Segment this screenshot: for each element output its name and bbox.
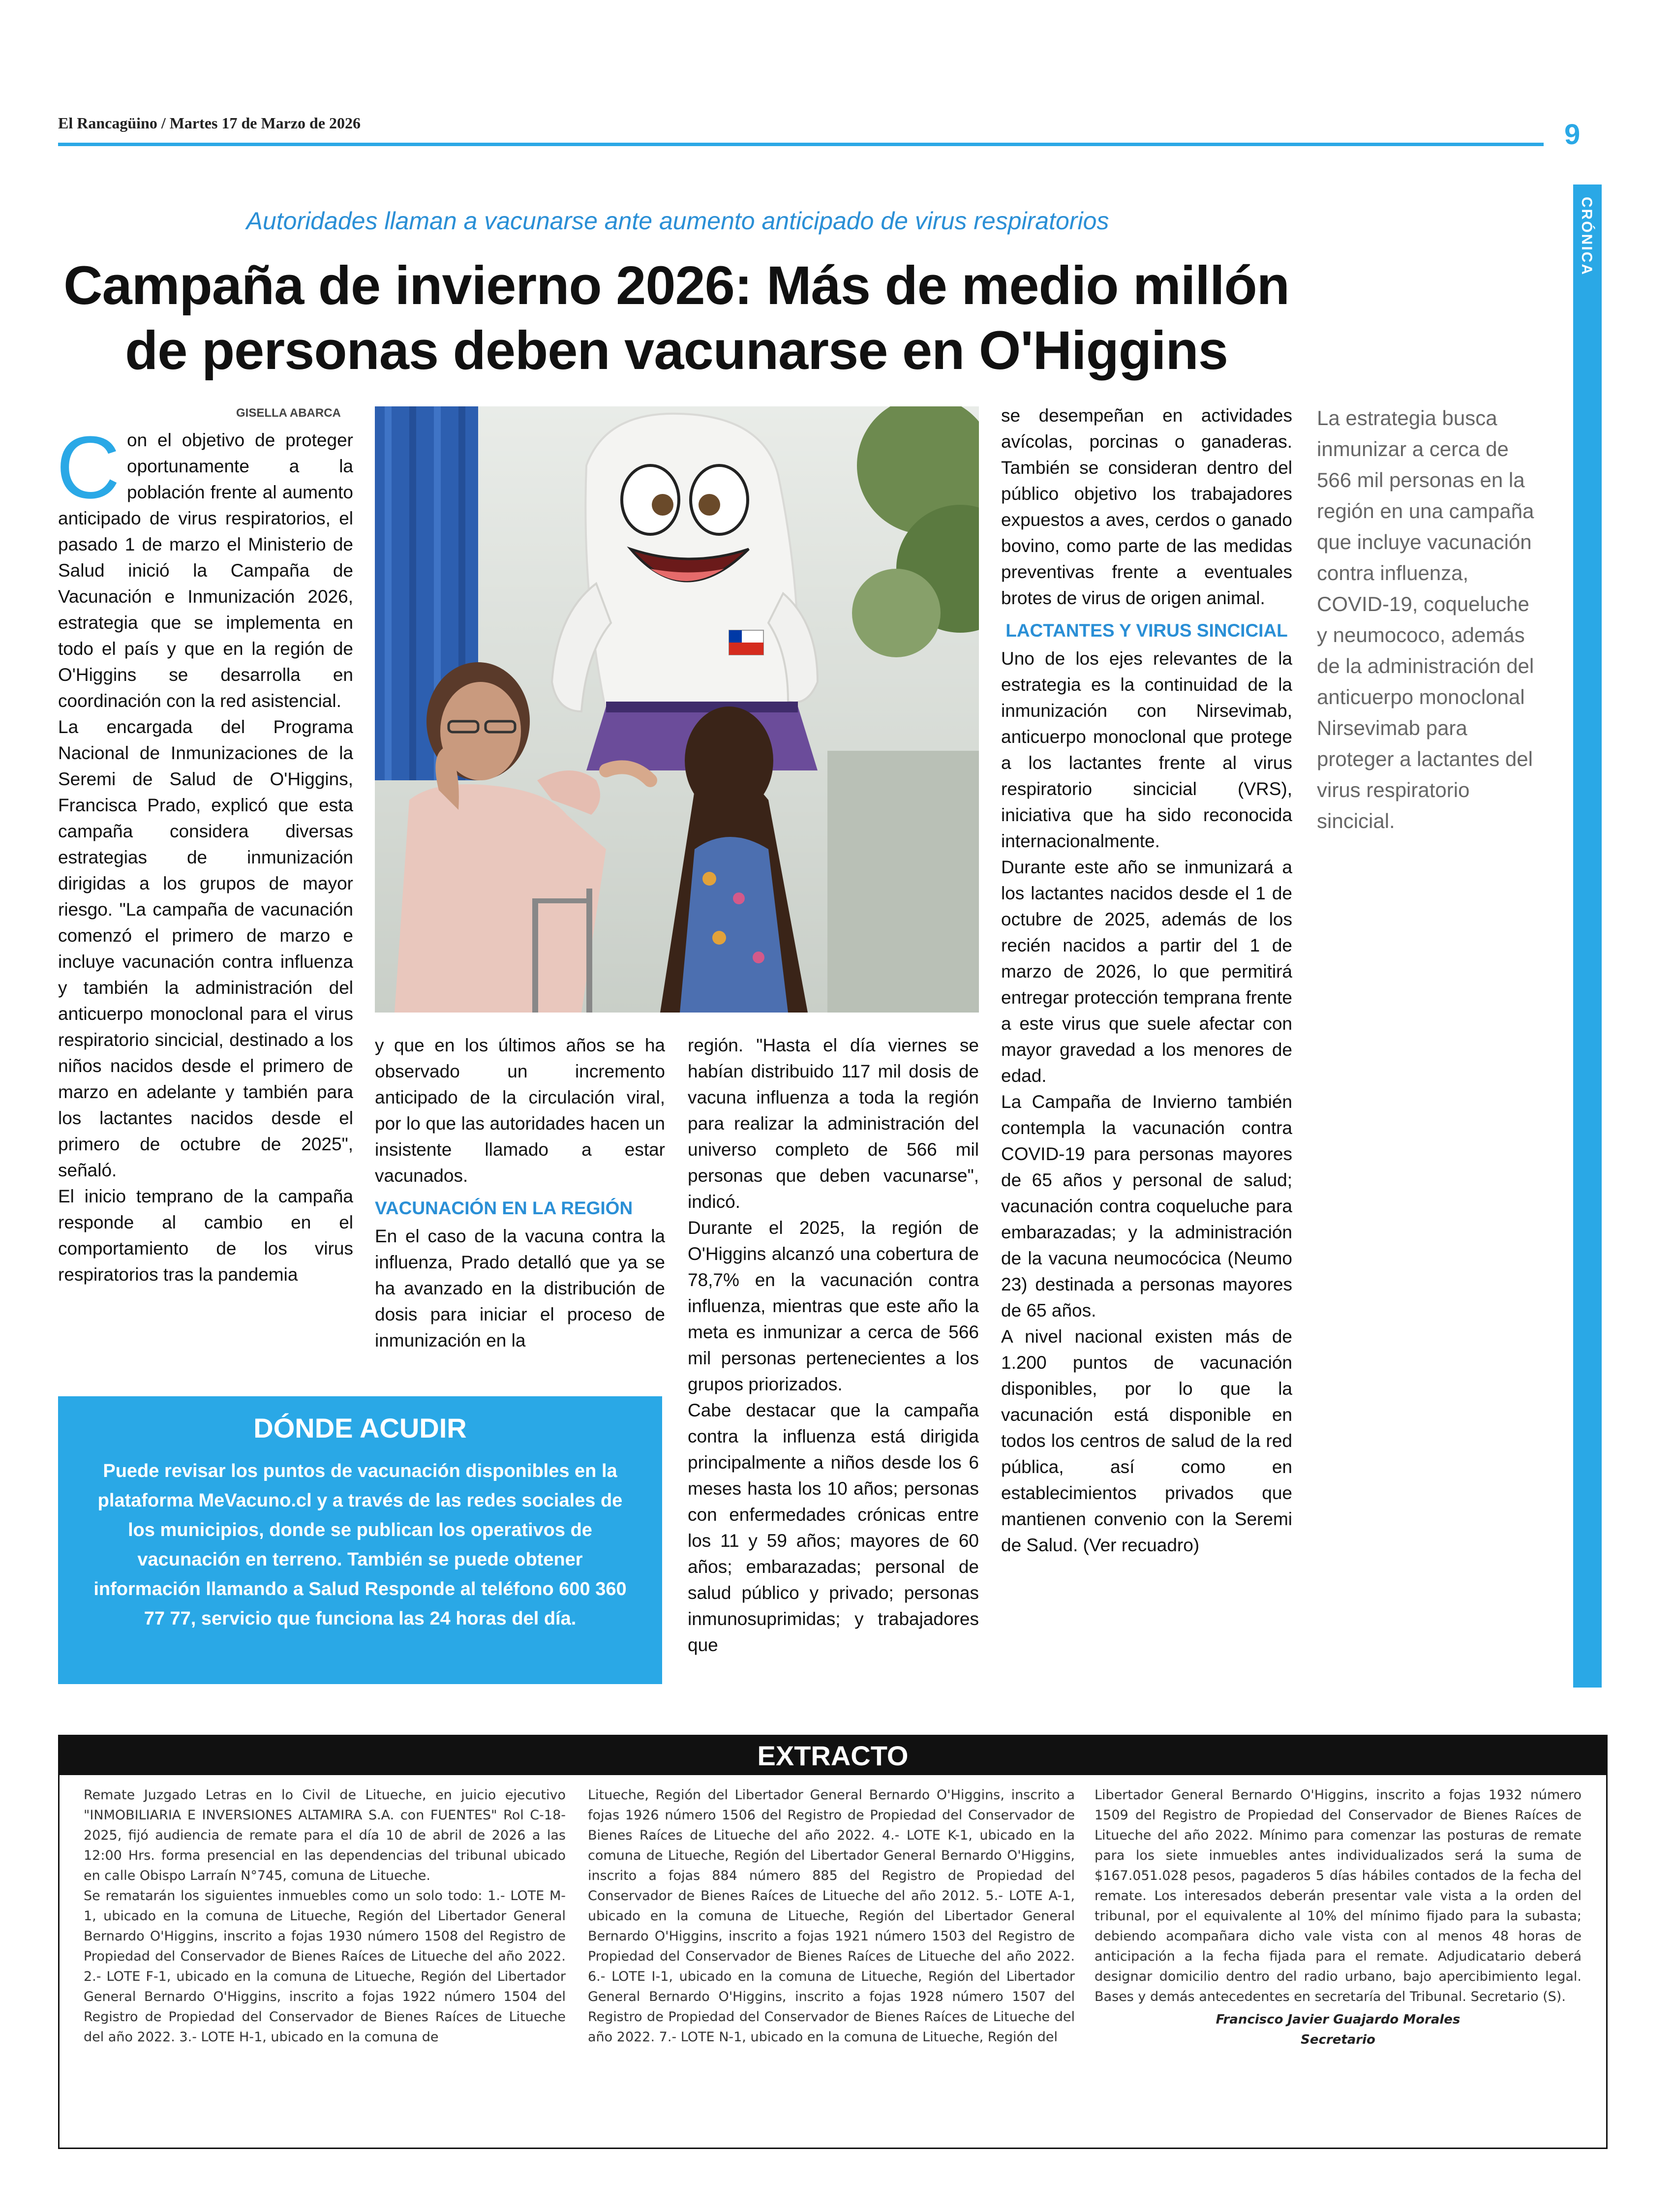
pull-quote: La estrategia busca inmunizar a cerca de 566 mil personas en la región en una campaña que incluye vacunación contra influenza, COVID-19, coqueluche y neumococo, además de la administración del anticuerpo monoclonal Nirsevimab para proteger a lactantes del virus respiratorio sincicial. bbox=[1317, 406, 1534, 832]
info-box-text: Puede revisar los puntos de vacunación disponibles en la plataforma MeVacuno.cl y a través de las redes sociales de los municipios, donde se publican los operativos de vacunación en terreno. También se puede obtener información llamando a Salud Responde al teléfono 600 360 77 77, servicio que funciona las 24 horas del día. bbox=[93, 1461, 627, 1629]
extracto-column-3 bbox=[1095, 1785, 1582, 2050]
section-sidebar bbox=[1573, 184, 1602, 1688]
paragraph: Litueche, Región del Libertador General Bernardo O'Higgins, inscrito a fojas 1926 número 1506 del Registro de Propiedad del Conservador de Bienes Raíces de Litueche del año 2022. 4.- LOTE K-1, ubicado en la comuna de Litueche, Región del Libertador General Bernardo O'Higgins, inscrito a fojas 884 número 885 del Registro de Propiedad del Conservador de Bienes Raíces de Litueche del año 2012. 5.- LOTE A-1, ubicado en la comuna de Litueche, Región del Libertador General Bernardo O'Higgins, inscrito a fojas 1921 número 1503 del Registro de Propiedad del Conservador de Bienes Raíces de Litueche del año 2022. 6.- LOTE I-1, ubicado en la comuna de Litueche, Región del Libertador General Bernardo O'Higgins, inscrito a fojas 1928 número 1507 del Registro de Propiedad del Conservador de Bienes Raíces de Litueche del año 2022. 7.- LOTE N-1, ubicado en la comuna de Litueche, Región del bbox=[588, 1787, 1075, 2045]
dropcap: C bbox=[56, 418, 120, 517]
signature-name: Francisco Javier Guajardo Morales bbox=[1216, 2012, 1461, 2027]
paragraph: región. "Hasta el día viernes se habían distribuido 117 mil dosis de vacuna influenza a toda la región para realizar la administración del universo completo de 566 mil personas que deben vacunarse", indicó. bbox=[688, 1035, 979, 1212]
paragraph: El inicio temprano de la campaña responde al cambio en el comportamiento de los virus respiratorios tras la pandemia bbox=[58, 1186, 353, 1285]
paragraph: La Campaña de Invierno también contempla la vacunación contra COVID-19 para personas mayores de 65 años y personal de salud; vacunación contra coqueluche para embarazadas; y la administración de la vacuna neumocócica (Neumo 23) destinada a personas mayores de 65 años. bbox=[1001, 1092, 1292, 1321]
paragraph: Libertador General Bernardo O'Higgins, inscrito a fojas 1932 número 1509 del Registro de Propiedad del Conservador de Bienes Raíces de Litueche del año 2022. Mínimo para comenzar las posturas de remate para los siete inmuebles antes individualizados será la suma de $167.051.028 pesos, pagaderos 5 días hábiles contados de la fecha del remate. Los interesados deberán presentar vale vista a la orden del tribunal, por el equivalente al 10% del mínimo fijado para la subasta; debiendo acompañara dicho vale vista con al menos 48 horas de anticipación a la fecha fijada para el remate. Adjudicatario deberá designar domicilio dentro del radio urbano, bajo apercibimiento legal. Bases y demás antecedentes en secretaría del Tribunal. Secretario (S). bbox=[1095, 1787, 1582, 2004]
paragraph: on el objetivo de proteger oportunamente a la población frente al aumento anticipado de virus respiratorios, el pasado 1 de marzo el Ministerio de Salud inició la Campaña de Vacunación e Inmunización 2026, estrategia que se implementa en todo el país y que en la región de O'Higgins se desarrolla en coordinación con la red asistencial. bbox=[58, 430, 353, 711]
paragraph: Durante el 2025, la región de O'Higgins alcanzó una cobertura de 78,7% en la vacunación contra influenza, mientras que este año la meta es inmunizar a cerca de 566 mil personas pertenecientes a los grupos priorizados. bbox=[688, 1218, 979, 1394]
paragraph: Durante este año se inmunizará a los lactantes nacidos desde el 1 de octubre de 2025, además de los recién nacidos a partir del 1 de marzo de 2026, lo que permitirá entregar protección temprana frente a este virus que suele afectar con mayor gravedad a los menores de edad. bbox=[1001, 857, 1292, 1086]
paragraph: A nivel nacional existen más de 1.200 puntos de vacunación disponibles, por lo que la vacunación está disponible en todos los centros de salud de la red pública, así como en establecimientos privados que mantienen convenio con la Seremi de Salud. (Ver recuadro) bbox=[1001, 1326, 1292, 1555]
signature-title: Secretario bbox=[1301, 2032, 1375, 2047]
paragraph: Cabe destacar que la campaña contra la influenza está dirigida principalmente a niños desde los 6 meses hasta los 10 años; personas con enfermedades crónicas entre los 11 y 59 años; mayores de 60 años; embarazadas; personal de salud público y privado; personas inmunosuprimidas; y trabajadores que bbox=[688, 1400, 979, 1655]
top-rule bbox=[58, 143, 1544, 146]
article-column-4 bbox=[1001, 402, 1292, 1558]
paragraph: Remate Juzgado Letras en lo Civil de Litueche, en juicio ejecutivo "INMOBILIARIA E INVERSIONES ALTAMIRA S.A. con FUENTES" Rol C-18-2025, fijó audiencia de remate para el día 10 de abril de 2026 a las 12:00 Hrs. forma presencial en las dependencias del tribunal ubicado en calle Obispo Larraín N°745, comuna de Litueche. bbox=[84, 1787, 566, 1883]
byline: GISELLA ABARCA bbox=[236, 406, 341, 420]
paragraph: y que en los últimos años se ha observado un incremento anticipado de la circulación viral, por lo que las autoridades hacen un insistente llamado a estar vacunados. bbox=[375, 1035, 665, 1186]
subhead-lactantes: LACTANTES Y VIRUS SINCICIAL bbox=[1005, 620, 1288, 641]
kicker: Autoridades llaman a vacunarse ante aumento anticipado de virus respiratorios bbox=[246, 207, 1109, 235]
article-column-1 bbox=[56, 418, 353, 1288]
paragraph: En el caso de la vacuna contra la influenza, Prado detalló que ya se ha avanzado en la distribución de dosis para iniciar el proceso de inmunización en la bbox=[375, 1226, 665, 1351]
extracto-title: EXTRACTO bbox=[757, 1740, 909, 1771]
paragraph: se desempeñan en actividades avícolas, porcinas o ganaderas. También se consideran dentro del público objetivo los trabajadores expuestos a aves, cerdos o ganado bovino, como parte de las medidas preventivas frente a eventuales brotes de virus de origen animal. bbox=[1001, 405, 1292, 608]
paragraph: La encargada del Programa Nacional de Inmunizaciones de la Seremi de Salud de O'Higgins, Francisca Prado, explicó que esta campaña considera diversas estrategias de inmunización dirigidas a los grupos de mayor riesgo. "La campaña de vacunación comenzó el primero de marzo e incluye vacunación contra influenza y también la administración del anticuerpo monoclonal para el virus respiratorio sincicial, destinado a los niños nacidos desde el primero de marzo en adelante y también para los lactantes nacidos desde el primero de octubre de 2025", señaló. bbox=[58, 717, 353, 1180]
extracto-column-1 bbox=[84, 1785, 566, 2047]
extracto-column-2 bbox=[588, 1785, 1075, 2047]
paragraph: Se rematarán los siguientes inmuebles como un solo todo: 1.- LOTE M-1, ubicado en la comuna de Litueche, Región del Libertador General Bernardo O'Higgins, inscrito a fojas 1930 número 1508 del Registro de Propiedad del Conservador de Bienes Raíces de Litueche del año 2022. 2.- LOTE F-1, ubicado en la comuna de Litueche, Región del Libertador General Bernardo O'Higgins, inscrito a fojas 1922 número 1504 del Registro de Propiedad del Conservador de Bienes Raíces de Litueche del año 2022. 3.- LOTE H-1, ubicado en la comuna de bbox=[84, 1888, 566, 2045]
subhead-vacunacion-region: VACUNACIÓN EN LA REGIÓN bbox=[375, 1198, 633, 1218]
page-number: 9 bbox=[1564, 119, 1581, 151]
article-column-3 bbox=[688, 1032, 979, 1658]
masthead: El Rancagüino / Martes 17 de Marzo de 2026 bbox=[58, 114, 361, 132]
article-photo bbox=[375, 406, 979, 1013]
info-box-title: DÓNDE ACUDIR bbox=[253, 1413, 467, 1444]
section-label: CRÓNICA bbox=[1579, 197, 1595, 276]
article-column-2 bbox=[375, 1032, 665, 1353]
headline: Campaña de invierno 2026: Más de medio millón de personas deben vacunarse en O'Higgins bbox=[63, 255, 1289, 381]
paragraph: Uno de los ejes relevantes de la estrategia es la continuidad de la inmunización con Nirsevimab, anticuerpo monoclonal que protege a los lactantes frente al virus respiratorio sincicial (VRS), iniciativa que ha sido reconocida internacionalmente. bbox=[1001, 648, 1292, 851]
